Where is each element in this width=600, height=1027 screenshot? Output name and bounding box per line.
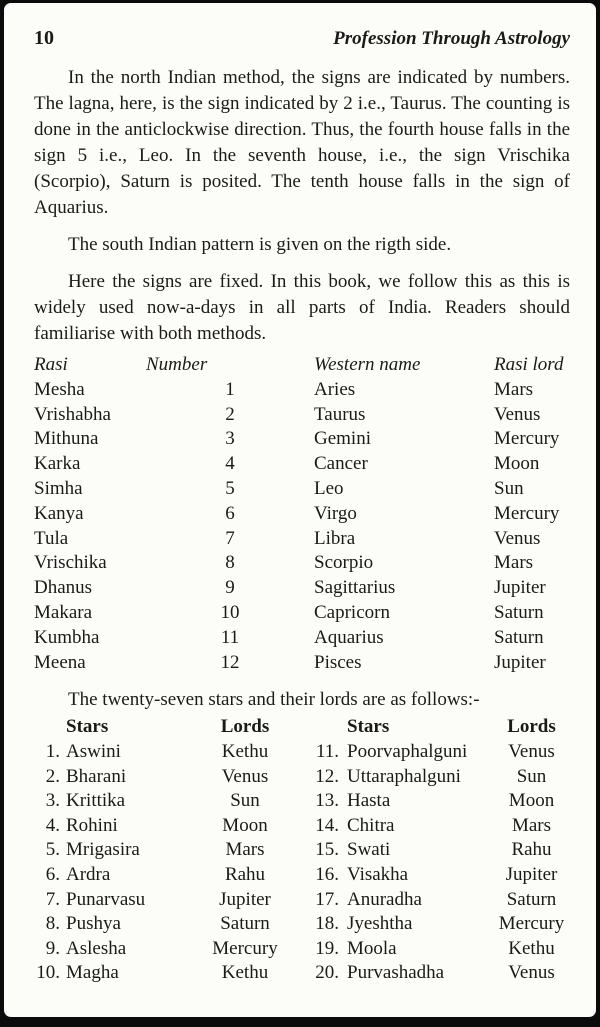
rasi-row xyxy=(34,477,572,502)
stars-cell: Punarvasu xyxy=(66,888,146,910)
stars-cell: Visakha xyxy=(347,863,409,885)
stars-cell: Venus xyxy=(508,740,555,762)
rasi-cell: Mars xyxy=(494,378,534,400)
stars-header-cell xyxy=(289,715,339,740)
stars-header-cell: Stars xyxy=(347,716,390,738)
stars-cell: Aswini xyxy=(66,740,121,762)
stars-cell: Pushya xyxy=(66,913,121,935)
stars-cell: Moon xyxy=(222,814,268,836)
rasi-row xyxy=(34,427,572,452)
rasi-cell: Kumbha xyxy=(34,626,100,648)
stars-row xyxy=(34,863,572,888)
stars-header-cell: Stars xyxy=(66,716,109,738)
rasi-cell: Vrischika xyxy=(34,552,107,574)
stars-cell: Mrigasira xyxy=(66,839,140,861)
stars-cell: 9. xyxy=(45,937,60,959)
rasi-cell: 1 xyxy=(225,378,235,400)
stars-intro: The twenty-seven stars and their lords are as follows:- xyxy=(68,689,480,711)
stars-row xyxy=(34,740,572,765)
stars-table xyxy=(34,715,572,986)
rasi-cell: 2 xyxy=(225,403,235,425)
stars-cell: 5. xyxy=(45,839,60,861)
rasi-cell: Leo xyxy=(314,477,344,499)
rasi-row xyxy=(34,452,572,477)
stars-cell: 2. xyxy=(45,765,60,787)
stars-cell: Venus xyxy=(508,962,555,984)
rasi-cell: Mercury xyxy=(494,502,560,524)
rasi-table-head xyxy=(34,353,572,378)
stars-header-row xyxy=(34,715,572,740)
stars-cell: 6. xyxy=(45,863,60,885)
stars-header-cell xyxy=(34,715,60,740)
paragraph-south-indian-pattern: The south Indian pattern is given on the rigth side. xyxy=(68,234,452,255)
stars-cell: Moon xyxy=(508,790,555,812)
rasi-cell: Pisces xyxy=(314,651,362,673)
book-page xyxy=(4,3,596,1017)
stars-cell: Anuradha xyxy=(347,888,422,910)
stars-cell: 10. xyxy=(36,962,60,984)
rasi-cell: Mars xyxy=(494,552,534,574)
stars-cell: 13. xyxy=(315,790,339,812)
rasi-row xyxy=(34,551,572,576)
stars-cell: Jupiter xyxy=(505,863,558,885)
rasi-row xyxy=(34,651,572,676)
rasi-cell: Kanya xyxy=(34,502,84,524)
rasi-cell: Venus xyxy=(494,527,541,549)
rasi-cell: 7 xyxy=(225,527,235,549)
stars-row xyxy=(34,888,572,913)
stars-row xyxy=(34,961,572,986)
rasi-cell: Saturn xyxy=(494,601,544,623)
rasi-cell: Scorpio xyxy=(314,552,374,574)
rasi-table xyxy=(34,353,572,675)
stars-header-cell: Lords xyxy=(220,716,270,738)
rasi-cell: 4 xyxy=(225,453,235,475)
stars-cell: Rohini xyxy=(66,814,118,836)
rasi-row xyxy=(34,378,572,403)
rasi-header-row xyxy=(34,353,572,378)
rasi-cell: Capricorn xyxy=(314,601,390,623)
stars-cell: 12. xyxy=(315,765,339,787)
stars-cell: Mars xyxy=(225,839,265,861)
stars-cell: Krittika xyxy=(66,790,126,812)
rasi-cell: Aquarius xyxy=(314,626,384,648)
stars-cell: Jyeshtha xyxy=(347,913,413,935)
rasi-row xyxy=(34,576,572,601)
page-number: 10 xyxy=(34,27,54,49)
stars-table-head xyxy=(34,715,572,740)
stars-cell: 15. xyxy=(315,839,339,861)
rasi-cell: Aries xyxy=(314,378,356,400)
rasi-header-cell: Western name xyxy=(314,354,421,375)
stars-row xyxy=(34,838,572,863)
stars-cell: Sun xyxy=(230,790,260,812)
rasi-cell: Sun xyxy=(494,477,524,499)
stars-cell: 4. xyxy=(45,814,60,836)
rasi-cell: Simha xyxy=(34,477,83,499)
stars-cell: Kethu xyxy=(221,740,269,762)
rasi-cell: 8 xyxy=(225,552,235,574)
stars-cell: 14. xyxy=(315,814,339,836)
rasi-cell: Jupiter xyxy=(494,577,546,599)
stars-cell: 16. xyxy=(315,863,339,885)
stars-row xyxy=(34,937,572,962)
rasi-cell: Saturn xyxy=(494,626,544,648)
stars-cell: 1. xyxy=(45,740,60,762)
stars-cell: Rahu xyxy=(224,863,266,885)
stars-cell: Ardra xyxy=(66,863,111,885)
paragraph-north-indian-method: In the north Indian method, the signs are indicated by numbers. The lagna, here, is the sign indicated by 2 i.e., Taurus. The counting is done in the anticlockwise direction. Thus, the fourth house falls in the sign 5 i.e., Leo. In the seventh house, i.e., the sign Vrischika (Scorpio), Saturn is posited. The tenth house falls in the sign of Aquarius. xyxy=(34,67,570,218)
stars-cell: 17. xyxy=(315,888,339,910)
rasi-table-body xyxy=(34,378,572,676)
rasi-row xyxy=(34,626,572,651)
rasi-header-cell: Number xyxy=(146,354,208,375)
rasi-cell: Sagittarius xyxy=(314,577,396,599)
rasi-cell: Venus xyxy=(494,403,541,425)
stars-header-cell: Lords xyxy=(507,716,556,738)
rasi-cell: Mesha xyxy=(34,378,85,400)
stars-cell: Mars xyxy=(511,814,552,836)
rasi-cell: Mithuna xyxy=(34,428,99,450)
stars-cell: Mercury xyxy=(212,937,278,959)
rasi-cell: Mercury xyxy=(494,428,560,450)
stars-cell: 18. xyxy=(315,913,339,935)
rasi-cell: Dhanus xyxy=(34,577,93,599)
stars-cell: Swati xyxy=(347,839,391,861)
rasi-cell: 10 xyxy=(220,601,240,623)
rasi-header-cell: Rasi xyxy=(34,354,68,375)
rasi-cell: Tula xyxy=(34,527,69,549)
stars-table-body xyxy=(34,740,572,986)
rasi-cell: 3 xyxy=(225,428,235,450)
stars-cell: Kethu xyxy=(221,962,269,984)
rasi-cell: Vrishabha xyxy=(34,403,111,425)
stars-cell: Poorvaphalguni xyxy=(347,740,468,762)
stars-cell: Kethu xyxy=(508,937,555,959)
rasi-header-cell: Rasi lord xyxy=(494,354,564,375)
stars-cell: 20. xyxy=(315,962,339,984)
stars-cell: 3. xyxy=(45,790,60,812)
rasi-cell: 6 xyxy=(225,502,235,524)
rasi-cell: Virgo xyxy=(314,502,357,524)
stars-cell: 7. xyxy=(45,888,60,910)
stars-cell: Saturn xyxy=(506,888,557,910)
stars-row xyxy=(34,912,572,937)
stars-cell: Moola xyxy=(347,937,397,959)
stars-cell: Jupiter xyxy=(219,888,271,910)
stars-cell: Bharani xyxy=(66,765,127,787)
stars-cell: Aslesha xyxy=(66,937,127,959)
stars-cell: 8. xyxy=(45,913,60,935)
rasi-row xyxy=(34,601,572,626)
rasi-cell: Libra xyxy=(314,527,356,549)
rasi-cell: Meena xyxy=(34,651,86,673)
stars-row xyxy=(34,765,572,790)
rasi-cell: Karka xyxy=(34,453,81,475)
stars-cell: Saturn xyxy=(220,913,270,935)
stars-cell: 11. xyxy=(315,740,339,762)
stars-cell: Uttaraphalguni xyxy=(347,765,461,787)
rasi-cell: Taurus xyxy=(314,403,366,425)
running-title: Profession Through Astrology xyxy=(333,28,570,49)
rasi-cell: Makara xyxy=(34,601,93,623)
rasi-cell: Moon xyxy=(494,453,540,475)
rasi-cell: Cancer xyxy=(314,453,368,475)
stars-cell: Sun xyxy=(516,765,547,787)
stars-row xyxy=(34,789,572,814)
rasi-cell: 5 xyxy=(225,477,235,499)
stars-cell: Chitra xyxy=(347,814,395,836)
stars-cell: 19. xyxy=(315,937,339,959)
stars-cell: Venus xyxy=(221,765,269,787)
stars-cell: Rahu xyxy=(511,839,552,861)
rasi-row xyxy=(34,502,572,527)
stars-cell: Purvashadha xyxy=(347,962,445,984)
rasi-row xyxy=(34,403,572,428)
paragraph-signs-fixed: Here the signs are fixed. In this book, we follow this as this is widely used now-a-days in all parts of India. Readers should familiarise with both methods. xyxy=(34,271,570,344)
rasi-cell: 9 xyxy=(225,577,235,599)
stars-row xyxy=(34,814,572,839)
rasi-cell: 12 xyxy=(220,651,240,673)
rasi-cell: Gemini xyxy=(314,428,371,450)
stars-cell: Magha xyxy=(66,962,119,984)
page-header xyxy=(34,27,570,50)
stars-cell: Hasta xyxy=(347,790,391,812)
stars-cell: Mercury xyxy=(498,913,565,935)
rasi-row xyxy=(34,527,572,552)
rasi-cell: 11 xyxy=(220,626,240,648)
rasi-cell: Jupiter xyxy=(494,651,546,673)
